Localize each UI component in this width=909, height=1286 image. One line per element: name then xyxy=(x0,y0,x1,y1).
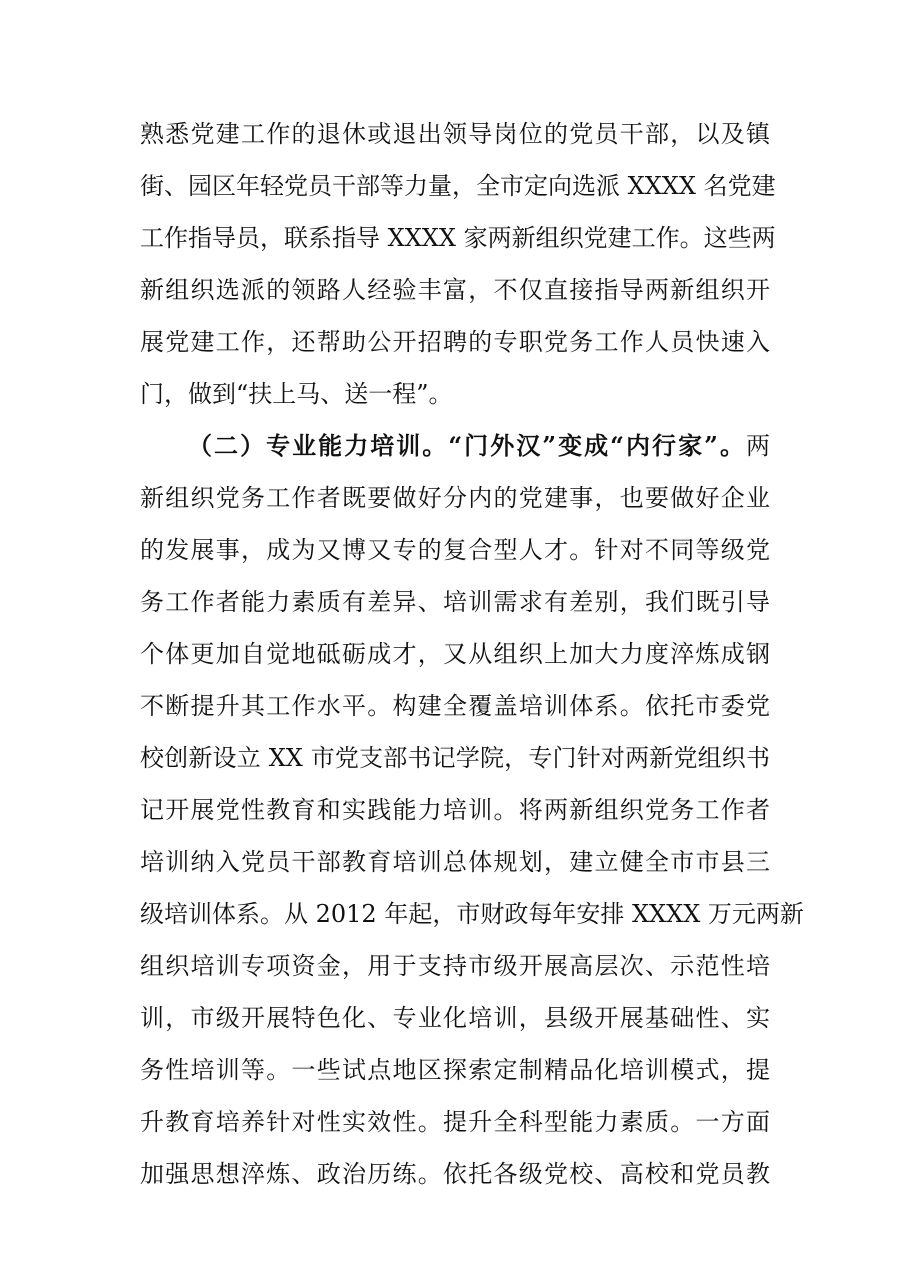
body-text-line: 升教育培养针对性实效性。提升全科型能力素质。一方面 xyxy=(140,1108,770,1136)
body-text-line: 新组织党务工作者既要做好分内的党建事，也要做好企业 xyxy=(140,484,770,512)
body-text-line: 展党建工作，还帮助公开招聘的专职党务工作人员快速入 xyxy=(140,328,770,356)
body-text-line: 新组织选派的领路人经验丰富，不仅直接指导两新组织开 xyxy=(140,276,770,304)
body-text-line: 级培训体系。从 2012 年起，市财政每年安排 XXXX 万元两新 xyxy=(140,900,804,928)
body-text-line: 个体更加自觉地砥砺成才，又从组织上加大力度淬炼成钢 xyxy=(140,640,770,668)
body-text-line: 组织培训专项资金，用于支持市级开展高层次、示范性培 xyxy=(140,952,770,980)
body-text-line: 的发展事，成为又博又专的复合型人才。针对不同等级党 xyxy=(140,536,770,564)
body-text-line: 不断提升其工作水平。构建全覆盖培训体系。依托市委党 xyxy=(140,692,770,720)
section-heading-line xyxy=(188,426,770,466)
section-heading: （二）专业能力培训。“门外汉”变成“内行家”。 xyxy=(188,431,746,460)
body-text-line: 街、园区年轻党员干部等力量，全市定向选派 XXXX 名党建 xyxy=(140,172,776,200)
body-text-line: 务工作者能力素质有差异、培训需求有差别，我们既引导 xyxy=(140,588,770,616)
body-text-line: 工作指导员，联系指导 XXXX 家两新组织党建工作。这些两 xyxy=(140,224,776,252)
body-text-line: 加强思想淬炼、政治历练。依托各级党校、高校和党员教 xyxy=(140,1160,770,1188)
body-text-line: 门，做到“扶上马、送一程”。 xyxy=(140,380,453,408)
body-text-line: 培训纳入党员干部教育培训总体规划，建立健全市市县三 xyxy=(140,848,770,876)
body-text-line: 务性培训等。一些试点地区探索定制精品化培训模式，提 xyxy=(140,1056,770,1084)
body-text-line: 记开展党性教育和实践能力培训。将两新组织党务工作者 xyxy=(140,796,770,824)
body-text-line: 训，市级开展特色化、专业化培训，县级开展基础性、实 xyxy=(140,1004,770,1032)
body-text-fragment: 两 xyxy=(746,432,770,460)
body-text-line: 校创新设立 XX 市党支部书记学院，专门针对两新党组织书 xyxy=(140,744,770,772)
body-text-line: 熟悉党建工作的退休或退出领导岗位的党员干部，以及镇 xyxy=(140,120,770,148)
